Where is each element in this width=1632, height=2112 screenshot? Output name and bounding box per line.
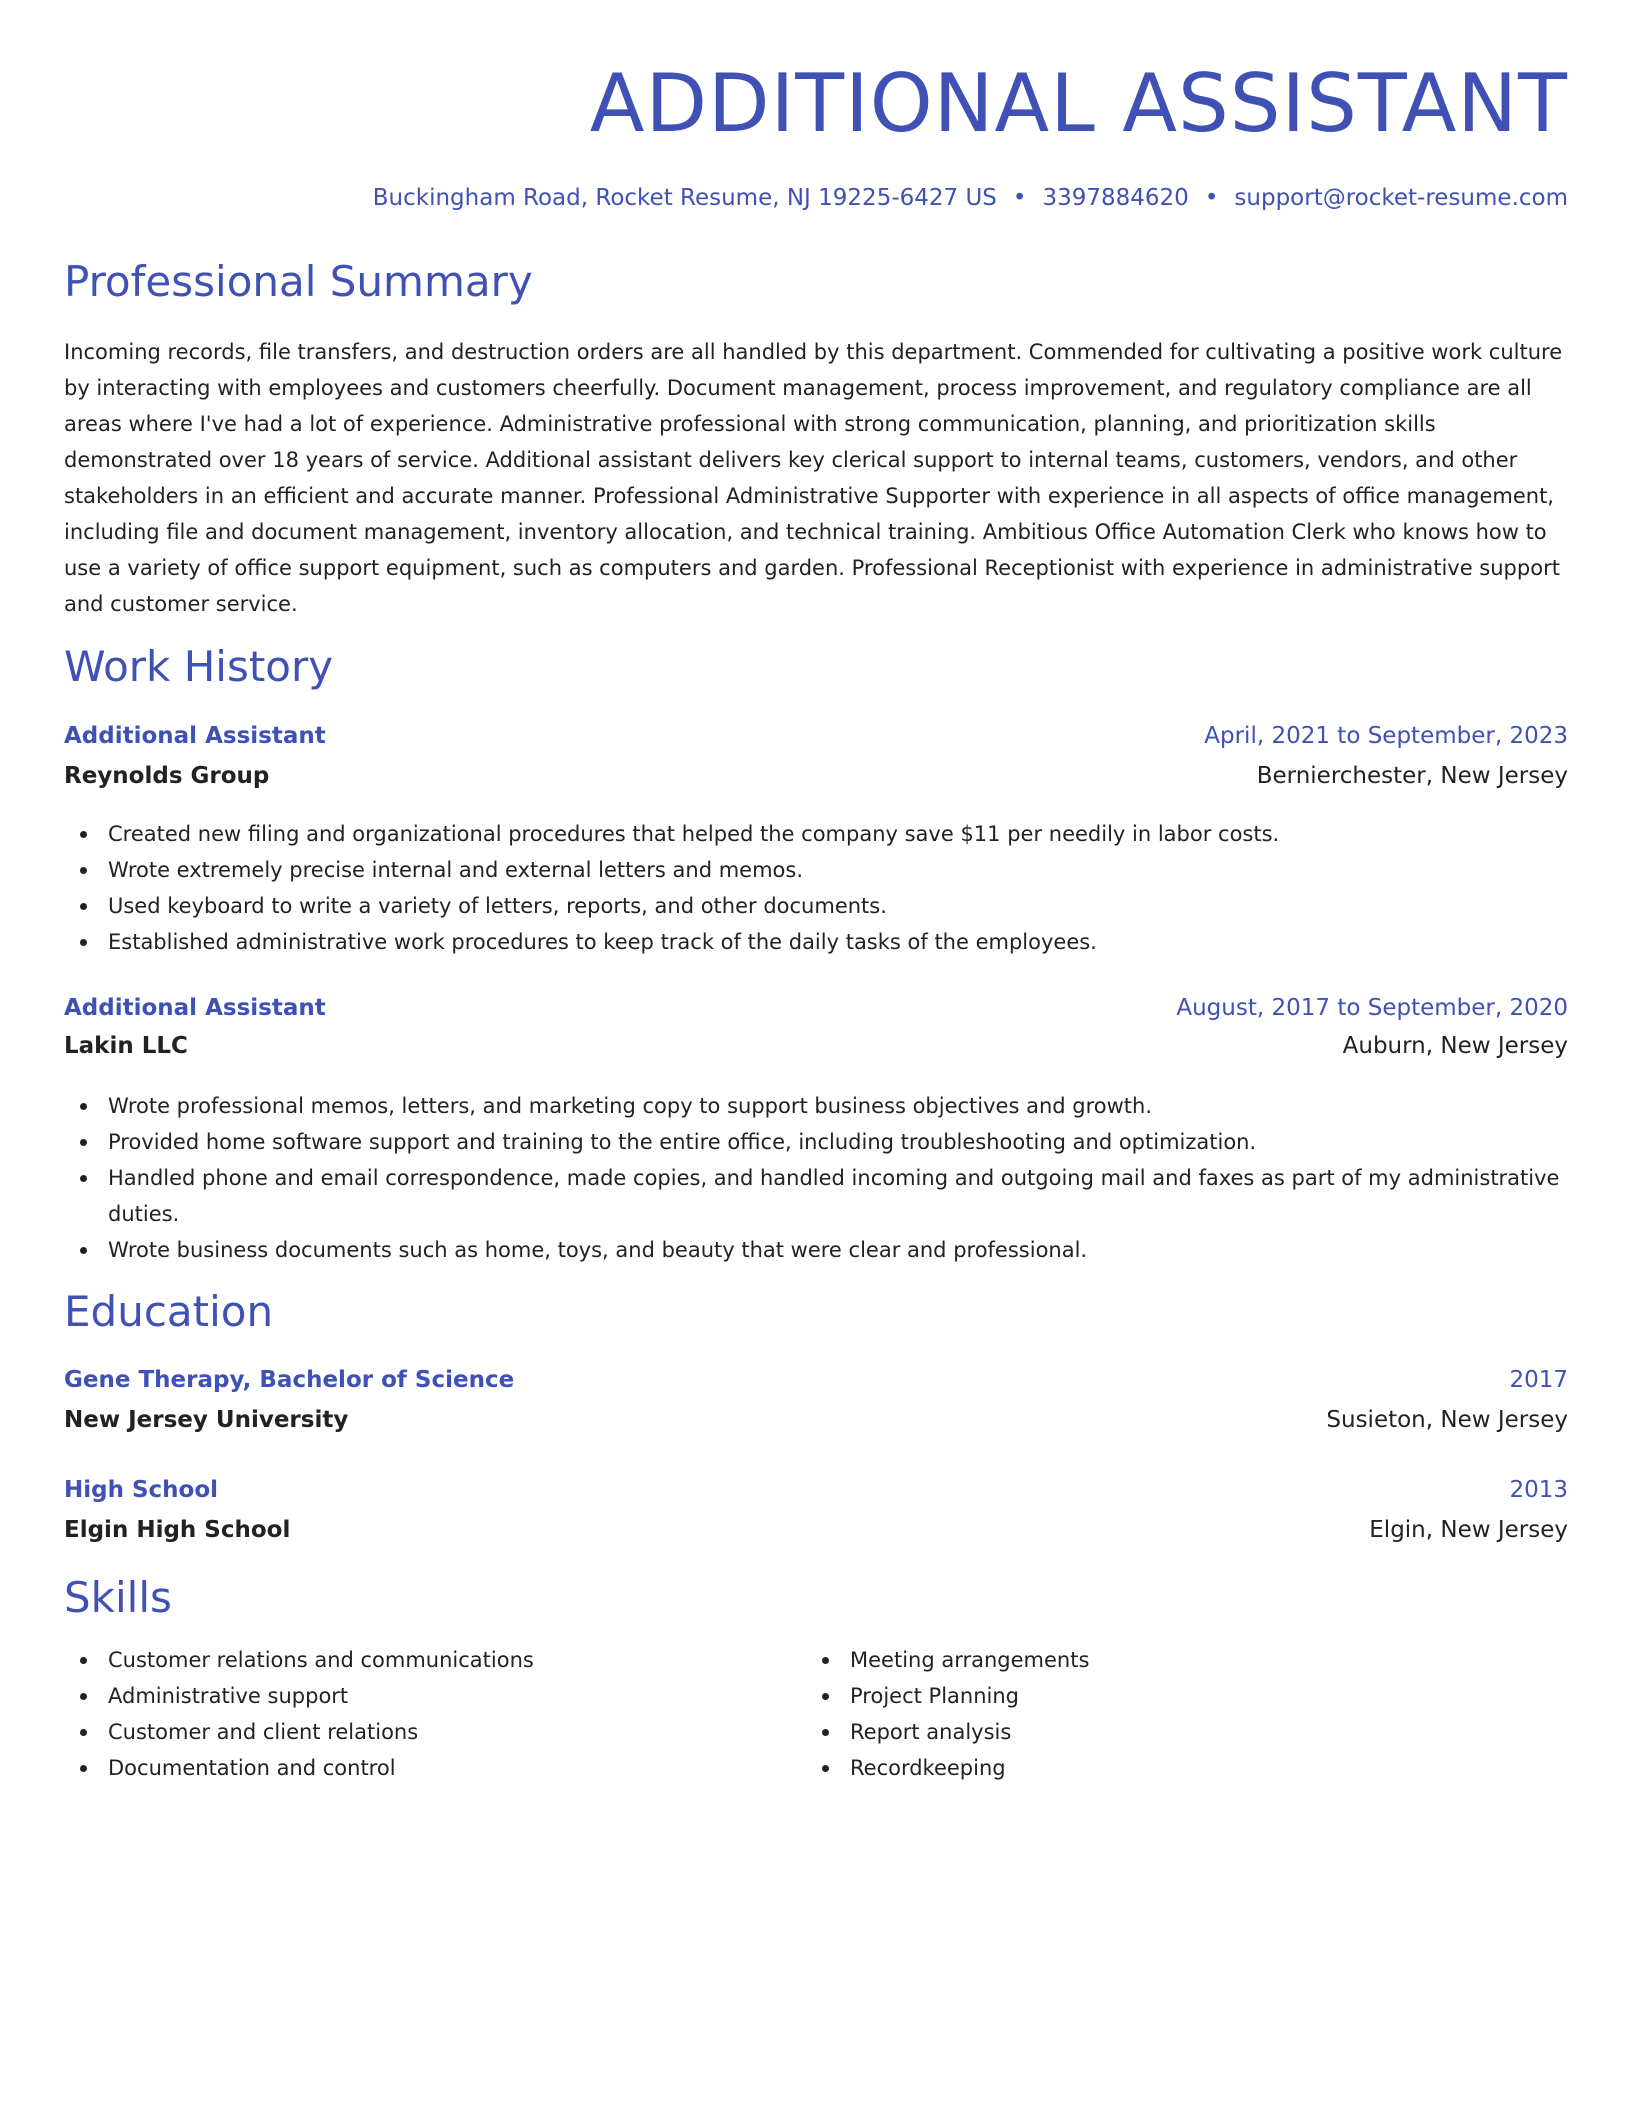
contact-address: Buckingham Road, Rocket Resume, NJ 19225-6427 US bbox=[372, 185, 997, 211]
contact-email: support@rocket-resume.com bbox=[1234, 185, 1568, 211]
job-title-row bbox=[64, 718, 1568, 754]
education-year: 2013 bbox=[1509, 1477, 1568, 1503]
skills-list-right bbox=[806, 1642, 1089, 1786]
skills-heading: Skills bbox=[64, 1573, 172, 1622]
skill-item: Documentation and control bbox=[64, 1750, 534, 1786]
education-location: Elgin, New Jersey bbox=[1369, 1517, 1568, 1543]
skill-item: Administrative support bbox=[64, 1678, 534, 1714]
summary-heading: Professional Summary bbox=[64, 257, 533, 306]
contact-separator: • bbox=[1204, 185, 1219, 211]
job-dates: August, 2017 to September, 2020 bbox=[1176, 995, 1568, 1021]
summary-text: Incoming records, file transfers, and destruction orders are all handled by this department. Commended for cultivating a positive work culture by interacting with employees and customers cheerfully. Document management, process improvement, and regulatory compliance are all areas where I've had a lot of experience. Administrative professional with strong communication, planning, and prioritization skills demonstrated over 18 years of service. Additional assistant delivers key clerical support to internal teams, customers, vendors, and other stakeholders in an efficient and accurate manner. Professional Administrative Supporter with experience in all aspects of office management, including file and document management, inventory allocation, and technical training. Ambitious Office Automation Clerk who knows how to use a variety of office support equipment, such as computers and garden. Professional Receptionist with experience in administrative support and customer service. bbox=[64, 340, 1563, 616]
skill-item: Recordkeeping bbox=[806, 1750, 1089, 1786]
skill-item: Meeting arrangements bbox=[806, 1642, 1089, 1678]
education-degree-row bbox=[64, 1472, 1568, 1508]
skill-item: Project Planning bbox=[806, 1678, 1089, 1714]
education-school-row bbox=[64, 1512, 1568, 1548]
job-bullet: Used keyboard to write a variety of letters, reports, and other documents. bbox=[64, 888, 1568, 924]
job-bullets bbox=[64, 1088, 1568, 1268]
job-bullet: Provided home software support and training to the entire office, including troubleshooting and optimization. bbox=[64, 1124, 1568, 1160]
job-bullet: Handled phone and email correspondence, made copies, and handled incoming and outgoing mail and faxes as part of my administrative duties. bbox=[64, 1160, 1568, 1232]
education-school-row bbox=[64, 1402, 1568, 1438]
job-title: Additional Assistant bbox=[64, 723, 326, 749]
job-location: Auburn, New Jersey bbox=[1342, 1033, 1568, 1059]
education-location: Susieton, New Jersey bbox=[1326, 1407, 1568, 1433]
job-bullet: Wrote extremely precise internal and external letters and memos. bbox=[64, 852, 1568, 888]
job-bullet: Created new filing and organizational procedures that helped the company save $11 per needily in labor costs. bbox=[64, 816, 1568, 852]
job-bullets bbox=[64, 816, 1568, 960]
job-title-row bbox=[64, 990, 1568, 1026]
contact-phone: 3397884620 bbox=[1042, 185, 1189, 211]
education-degree: High School bbox=[64, 1477, 219, 1503]
job-title: Additional Assistant bbox=[64, 995, 326, 1021]
work-history-heading: Work History bbox=[64, 642, 334, 691]
skill-item: Customer relations and communications bbox=[64, 1642, 534, 1678]
job-company-row bbox=[64, 1028, 1568, 1064]
skill-item: Report analysis bbox=[806, 1714, 1089, 1750]
job-dates: April, 2021 to September, 2023 bbox=[1204, 723, 1568, 749]
job-bullet: Wrote professional memos, letters, and marketing copy to support business objectives and growth. bbox=[64, 1088, 1568, 1124]
skills-list-left bbox=[64, 1642, 534, 1786]
job-bullet: Established administrative work procedures to keep track of the daily tasks of the employees. bbox=[64, 924, 1568, 960]
education-degree: Gene Therapy, Bachelor of Science bbox=[64, 1367, 515, 1393]
job-company: Lakin LLC bbox=[64, 1033, 188, 1059]
job-location: Bernierchester, New Jersey bbox=[1256, 763, 1568, 789]
education-school: New Jersey University bbox=[64, 1407, 349, 1433]
education-degree-row bbox=[64, 1362, 1568, 1398]
education-school: Elgin High School bbox=[64, 1517, 291, 1543]
job-company: Reynolds Group bbox=[64, 763, 270, 789]
job-company-row bbox=[64, 758, 1568, 794]
education-year: 2017 bbox=[1509, 1367, 1568, 1393]
resume-title: ADDITIONAL ASSISTANT bbox=[589, 57, 1568, 150]
job-bullet: Wrote business documents such as home, toys, and beauty that were clear and professional. bbox=[64, 1232, 1568, 1268]
contact-separator: • bbox=[1012, 185, 1027, 211]
education-heading: Education bbox=[64, 1287, 274, 1336]
skill-item: Customer and client relations bbox=[64, 1714, 534, 1750]
contact-line bbox=[373, 180, 1568, 216]
